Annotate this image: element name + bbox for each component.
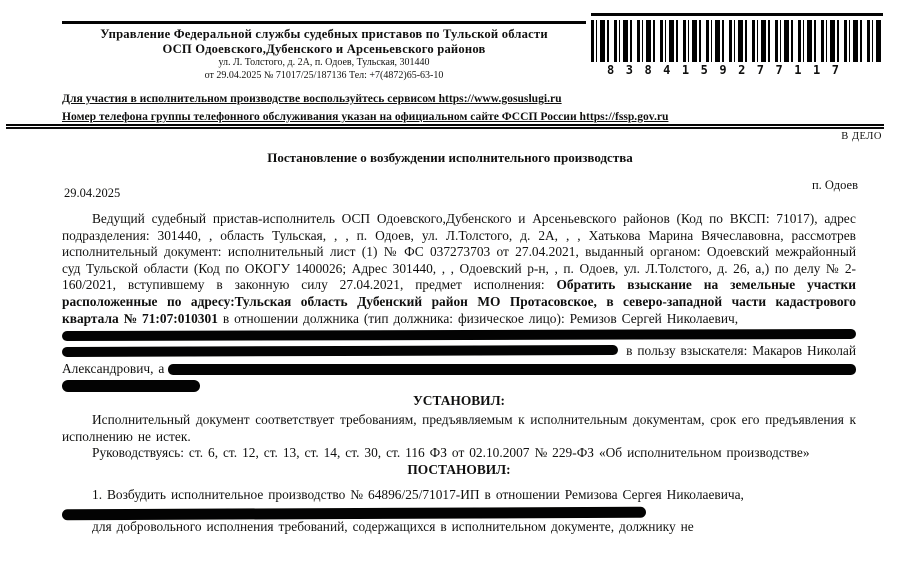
- org-name-line1: Управление Федеральной службы судебных приставов по Тульской области: [100, 27, 548, 41]
- letterhead: [62, 27, 586, 81]
- fssp-site-notice: Номер телефона группы телефонного обслуживания указан на официальном сайте ФССП России https://fssp.gov.ru: [62, 110, 669, 123]
- postanovil-heading: ПОСТАНОВИЛ:: [407, 461, 511, 477]
- outgoing-ref-line: от 29.04.2025 № 71017/25/187136 Тел: +7(4872)65-63-10: [204, 69, 444, 81]
- claimant-row-2: [62, 361, 856, 378]
- document-place: п. Одоев: [811, 178, 858, 192]
- redaction-bar: [168, 364, 856, 375]
- header-divider-line: [62, 21, 586, 24]
- org-address: ул. Л. Толстого, д. 2А, п. Одоев, Тульская, 301440: [218, 57, 430, 68]
- claimant-row: [62, 343, 856, 360]
- clipped-bottom-line: для добровольного исполнения требований, содержащихся в исполнительном документе, должнику не: [92, 518, 694, 534]
- redaction-row-1: [62, 330, 856, 340]
- org-name-line2: ОСП Одоевского,Дубенского и Арсеньевского районов: [162, 41, 486, 56]
- document-title: Постановление о возбуждении исполнительного производства: [267, 150, 633, 165]
- redaction-bar: [62, 345, 618, 357]
- redaction-row-bottom: [62, 508, 856, 519]
- redaction-bar: [62, 380, 200, 392]
- redaction-row-short: [62, 380, 856, 392]
- barcode-digits: 8384159277117: [607, 63, 851, 77]
- debtor-clause: в отношении должника (тип должника: физическое лицо): Ремизов Сергей Николаевич,: [217, 310, 739, 326]
- claimant-name-line2: Александрович, а: [62, 360, 165, 376]
- document-barcode: [591, 13, 883, 77]
- resolution-item-1: 1. Возбудить исполнительное производство № 64896/25/71017-ИП в отношении Ремизова Сергея Николаевича,: [92, 487, 744, 503]
- established-paragraph: Исполнительный документ соответствует требованиям, предъявляемым к исполнительным документам, срок его предъявления к исполнению не истек.: [62, 411, 856, 444]
- gosuslugi-notice: Для участия в исполнительном производстве воспользуйтесь сервисом https://www.gosuslugi.ru: [62, 92, 562, 105]
- document-date: 29.04.2025: [64, 186, 121, 200]
- case-file-stamp: В ДЕЛО: [841, 131, 882, 142]
- document-body: [62, 211, 856, 536]
- barcode-icon: [591, 20, 883, 62]
- ustanovil-heading: УСТАНОВИЛ:: [412, 393, 506, 409]
- enforcement-subject: Обратить взыскание на земельные участки расположенные по адресу:Тульская область Дубенский район МО Протасовское, в северо-западной части кадастрового квартала № 71:07:010301: [62, 277, 856, 326]
- intro-paragraph: [62, 211, 856, 327]
- intro-paragraph-lead: Ведущий судебный пристав-исполнитель ОСП Одоевского,Дубенского и Арсеньевского районов (Код по ВКСП: 71017), адрес подразделения: 301440, , область Тульская, , , п. Одоев, ул. Л.Толстого, д. 2А, , , Хатькова Марина Вячеславовна, рассмотрев исполнительный документ: исполнительный лист (1) № ФС 037273703 от 27.04.2021, выданный органом: Одоевский межрайонный суд Тульской области (Код по ОКОГУ 1400026; Адрес 301440, , , Одоевский р-н, , п. Одоев, ул. Л.Толстого, д. 26, а,) по делу № 2-160/2021, вступившему в законную силу 27.04.2021, предмет исполнения:: [62, 211, 856, 293]
- redaction-bar: [62, 329, 856, 341]
- claimant-name-line1: в пользу взыскателя: Макаров Николай: [626, 343, 856, 359]
- barcode-top-line: [591, 13, 883, 16]
- legal-basis-paragraph: Руководствуясь: ст. 6, ст. 12, ст. 13, ст. 14, ст. 30, ст. 116 ФЗ от 02.10.2007 № 229-ФЗ «Об исполнительном производстве»: [92, 445, 810, 461]
- full-width-divider-line: [6, 124, 884, 126]
